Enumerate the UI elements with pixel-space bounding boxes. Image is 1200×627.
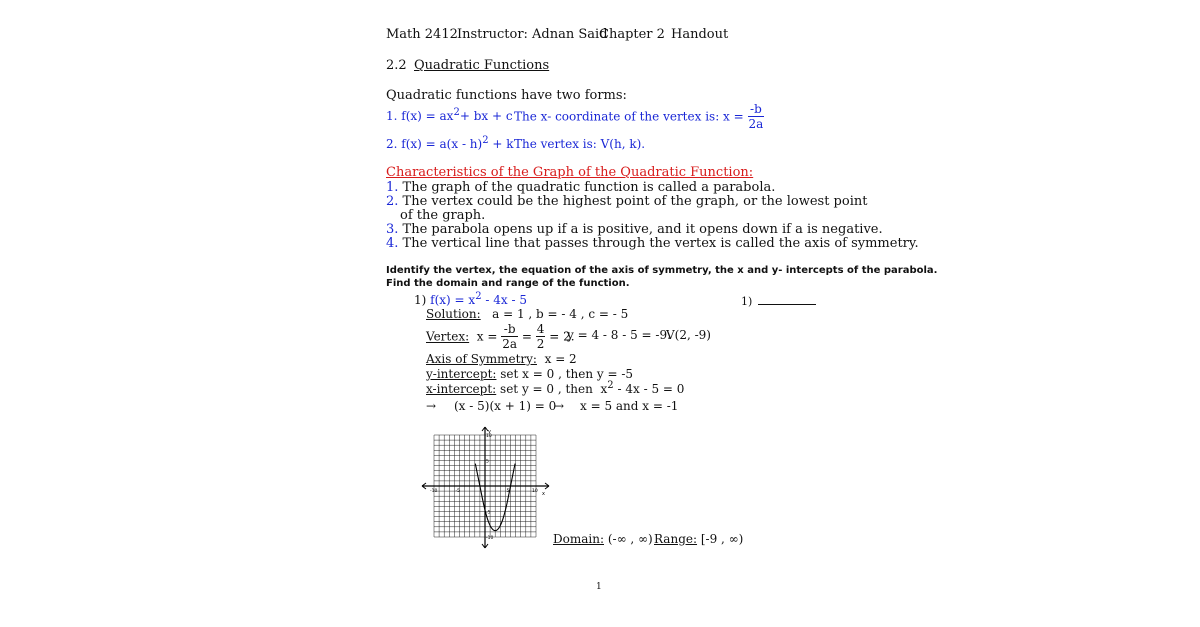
domain: Domain: (-∞ , ∞) [553,532,653,546]
solution-line: Solution: a = 1 , b = - 4 , c = - 5 [426,307,629,321]
doc-type-label: Handout [671,27,729,42]
range: Range: [-9 , ∞) [654,532,744,546]
axis-of-symmetry: Axis of Symmetry: x = 2 [426,352,577,366]
characteristic-number: 4. [386,236,399,251]
x-tick-label: -10 [430,489,438,494]
form-1: 1. $f(x) = ax^2+$ bx + c [386,107,513,123]
characteristic-number: 1. [386,180,399,195]
characteristic-number: 2. [386,194,399,209]
form-2: 2. f(x) = a(x - h)$^2$ + k [386,135,514,151]
roots-arrow: → [554,399,565,413]
y-tick-label: 5 [486,459,489,465]
x-tick-label: 5 [506,489,510,494]
vertex-x-fraction: $\frac{-b}{2a}$ [748,102,764,131]
characteristic-text: The parabola opens up if a is positive, and it opens down if a is negative. [402,222,883,237]
factored-arrow: → [426,399,437,413]
problem-1-function: 1) $f(x) = x^2 - 4x - 5$ [414,291,527,307]
vertex-point: V(2, -9) [666,328,711,342]
y-axis-label: y [488,429,491,435]
instructions-line-1: Identify the vertex, the equation of the axis of symmetry, the x and y- intercepts of the parabola. [386,265,938,276]
roots: x = 5 and x = -1 [580,399,679,413]
vertex-calculation: Vertex: x = $\frac{-b}{2a}$ = $\frac{4}{2}$ = 2. [426,322,575,351]
factored-form: (x - 5)(x + 1) = 0 [454,399,557,413]
characteristic-item [386,180,775,195]
vertex-formula: The vertex is: V(h, k). [514,137,646,151]
x-tick-label: 10 [532,489,538,494]
chapter-label: Chapter 2 [599,27,665,42]
y-intercept: y-intercept: set x = 0 , then y = -5 [426,367,634,381]
characteristic-number: 3. [386,222,399,237]
characteristic-text: The graph of the quadratic function is called a parabola. [402,180,776,195]
y-tick-label: -10 [486,536,494,541]
section-title: Quadratic Functions [414,58,550,73]
characteristic-text: The vertical line that passes through the vertex is called the axis of symmetry. [402,236,919,251]
x-axis-label: x [542,491,545,497]
y-tick-label: -5 [486,510,491,516]
y-calculation: y = 4 - 8 - 5 = -9. [567,328,671,342]
characteristic-text: The vertex could be the highest point of the graph, or the lowest point [402,194,868,209]
parabola-graph [420,426,555,550]
characteristic-item [386,194,867,209]
section-number: 2.2 [386,58,407,73]
x-tick-label: -5 [455,489,460,494]
x-intercept: x-intercept: set y = 0 , then $x^2 - 4x - 5 = 0$ [426,380,685,396]
characteristic-item [386,222,883,237]
course-name: Math 2412 [386,27,458,42]
answer-blank: 1) [741,294,816,308]
characteristics-heading: Characteristics of the Graph of the Quadratic Function: [386,165,754,180]
characteristic-item [386,236,919,251]
page-number: 1 [596,582,602,592]
instructions-line-2: Find the domain and range of the function. [386,278,630,289]
instructor-name: Instructor: Adnan Said [457,27,608,42]
characteristic-continuation: of the graph. [400,208,486,223]
vertex-x-formula: The x- coordinate of the vertex is: x = $\frac{-b}{2a}$ [514,102,764,131]
forms-intro: Quadratic functions have two forms: [386,88,627,103]
y-tick-label: 10 [486,434,492,439]
